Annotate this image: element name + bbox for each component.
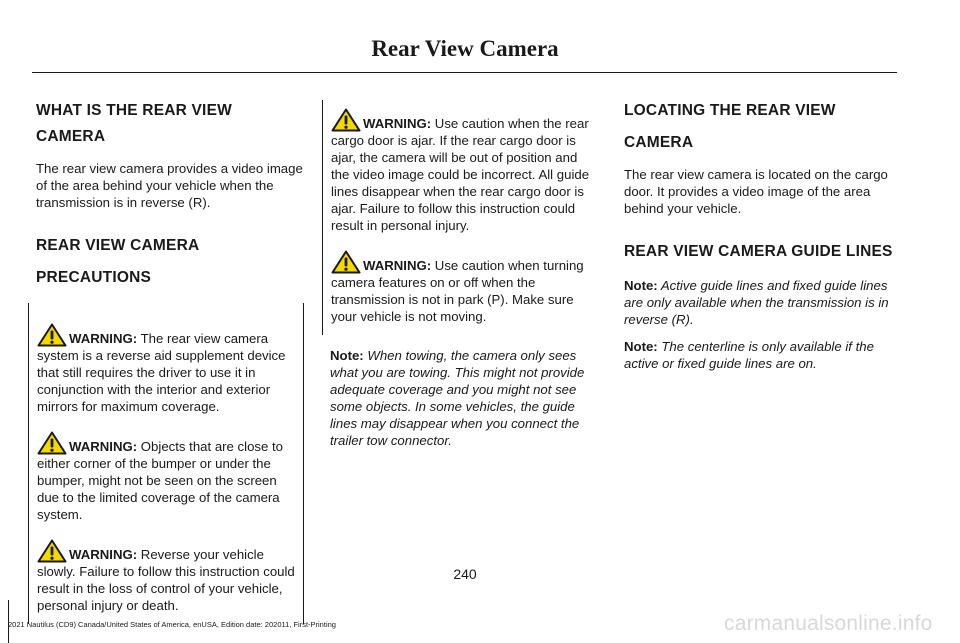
note-centerline	[624, 338, 896, 372]
section-heading-precautions-line2: PRECAUTIONS	[36, 269, 152, 286]
warning-text: Use caution when the rear cargo door is ajar. If the rear cargo door is ajar, the camera will be out of position and the video image could be incorrect. All guide lines disappear when the rear cargo door is ajar. Failure to follow this instruction could result in personal injury.	[331, 116, 590, 233]
warning-triangle-icon	[37, 323, 67, 347]
warning-label: WARNING:	[363, 258, 432, 273]
warning-label: WARNING:	[69, 331, 138, 346]
warning-item	[37, 431, 297, 523]
page-header-title: Rear View Camera	[371, 36, 559, 61]
note-text: When towing, the camera only sees what you are towing. This might not provide adequate coverage and you might not see some objects. In some vehicles, the guide lines may disappear when you connect the trailer tow connector.	[330, 348, 585, 448]
column-right	[624, 98, 896, 372]
section-heading-guide-lines: REAR VIEW CAMERA GUIDE LINES	[624, 243, 893, 260]
note-towing	[330, 347, 598, 449]
column-middle	[330, 100, 598, 449]
warning-text: Reverse your vehicle slowly. Failure to follow this instruction could result in the loss of control of your vehicle, personal injury or death.	[37, 547, 295, 613]
warning-text: Objects that are close to either corner of the bumper or under the bumper, might not be seen on the screen due to the limited coverage of the camera system.	[37, 439, 284, 522]
warning-item	[331, 108, 598, 234]
warning-box-middle	[322, 100, 598, 335]
page-number: 240	[453, 566, 477, 582]
warning-label: WARNING:	[69, 439, 138, 454]
warning-text: Use caution when turning camera features on or off when the transmission is not in park (P). Make sure your vehicle is not moving.	[331, 258, 584, 324]
paragraph-what-is: The rear view camera provides a video image of the area behind your vehicle when the transmission is in reverse (R).	[36, 161, 303, 210]
note-label: Note:	[330, 348, 364, 363]
watermark-logo: carmanualsonline.info	[724, 612, 933, 635]
note-guide-lines	[624, 277, 896, 328]
note-text: The centerline is only available if the active or fixed guide lines are on.	[624, 339, 874, 371]
warning-triangle-icon	[37, 431, 67, 455]
paragraph-locating: The rear view camera is located on the cargo door. It provides a video image of the area behind your vehicle.	[624, 167, 888, 216]
warning-triangle-icon	[37, 539, 67, 563]
warning-triangle-icon	[331, 250, 361, 274]
note-text: Active guide lines and fixed guide lines are only available when the transmission is in reverse (R).	[624, 278, 889, 327]
warning-item	[331, 250, 598, 325]
warning-text: The rear view camera system is a reverse aid supplement device that still requires the driver to use it in conjunction with the interior and exterior mirrors for maximum coverage.	[37, 331, 286, 414]
warning-triangle-icon	[331, 108, 361, 132]
note-label: Note:	[624, 339, 658, 354]
warning-item	[37, 323, 297, 415]
section-heading-locating-line2: CAMERA	[624, 134, 694, 151]
section-heading-what-is: WHAT IS THE REAR VIEW CAMERA	[36, 102, 232, 145]
note-label: Note:	[624, 278, 658, 293]
warning-label: WARNING:	[363, 116, 432, 131]
footer-edition: 2021 Nautilus (CD9) Canada/United States of America, enUSA, Edition date: 202011, First-Printing	[8, 620, 336, 629]
warning-label: WARNING:	[69, 547, 138, 562]
section-heading-locating-line1: LOCATING THE REAR VIEW	[624, 102, 836, 119]
section-heading-precautions-line1: REAR VIEW CAMERA	[36, 237, 200, 254]
header-divider	[32, 72, 897, 73]
column-left	[36, 98, 304, 624]
